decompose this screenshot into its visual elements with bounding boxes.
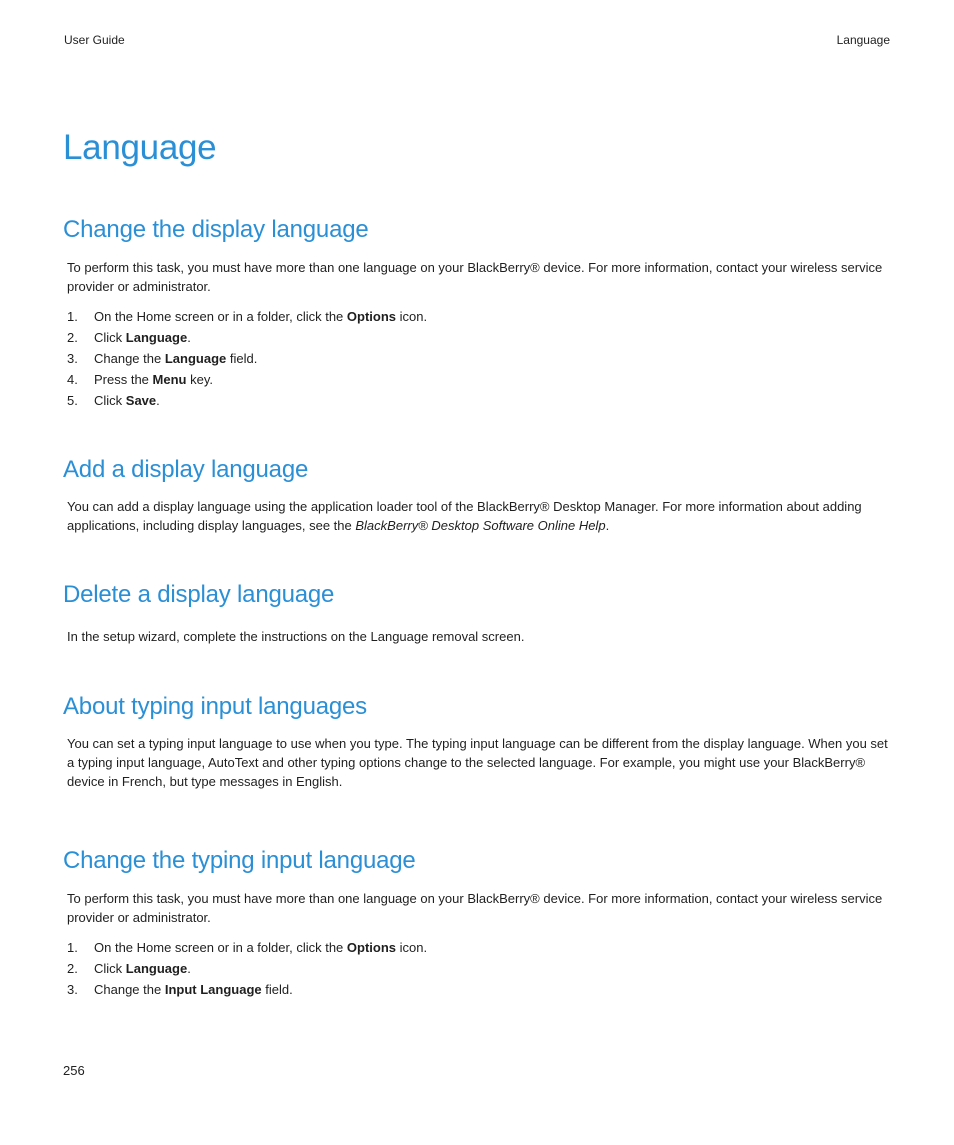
section-body: You can set a typing input language to use when you type. The typing input language can be different from the display language. When you set a typing input language, AutoText and other typing options change to the selected language. For example, you might use your BlackBerry® device in French, but type messages in English.	[67, 736, 888, 789]
steps-list	[63, 306, 893, 411]
section-intro: To perform this task, you must have more than one language on your BlackBerry® device. For more information, contact your wireless service provider or administrator.	[67, 891, 883, 925]
section-change-display-language	[63, 215, 893, 411]
section-heading: Delete a display language	[63, 581, 335, 608]
section-heading: Change the typing input language	[63, 847, 416, 874]
list-item: 1. On the Home screen or in a folder, click the Options icon.	[67, 940, 428, 955]
page-title: Language	[63, 128, 217, 167]
section-body: You can add a display language using the application loader tool of the BlackBerry® Desktop Manager. For more information about adding applications, including display languages, see the BlackBerry® Desktop Software Online Help.	[67, 499, 862, 533]
section-intro: To perform this task, you must have more than one language on your BlackBerry® device. For more information, contact your wireless service provider or administrator.	[67, 260, 883, 294]
section-delete-display-language	[63, 580, 893, 646]
list-item: 3. Change the Input Language field.	[67, 982, 293, 997]
section-heading: Add a display language	[63, 456, 309, 483]
list-item: 5. Click Save.	[67, 393, 160, 408]
list-item: 2. Click Language.	[67, 961, 191, 976]
running-header-title: User Guide	[64, 33, 125, 47]
help-reference: BlackBerry® Desktop Software Online Help	[355, 518, 606, 533]
section-about-typing-input-languages	[63, 692, 893, 791]
page-number: 256	[63, 1063, 85, 1078]
list-item: 1. On the Home screen or in a folder, click the Options icon.	[67, 309, 428, 324]
section-heading: About typing input languages	[63, 693, 367, 720]
list-item: 2. Click Language.	[67, 330, 191, 345]
running-header-section: Language	[836, 33, 890, 47]
section-heading: Change the display language	[63, 216, 369, 243]
list-item: 4. Press the Menu key.	[67, 372, 213, 387]
section-add-display-language	[63, 455, 893, 535]
list-item: 3. Change the Language field.	[67, 351, 258, 366]
section-body: In the setup wizard, complete the instructions on the Language removal screen.	[67, 629, 525, 644]
steps-list	[63, 937, 893, 1000]
section-change-typing-input-language	[63, 846, 893, 1000]
